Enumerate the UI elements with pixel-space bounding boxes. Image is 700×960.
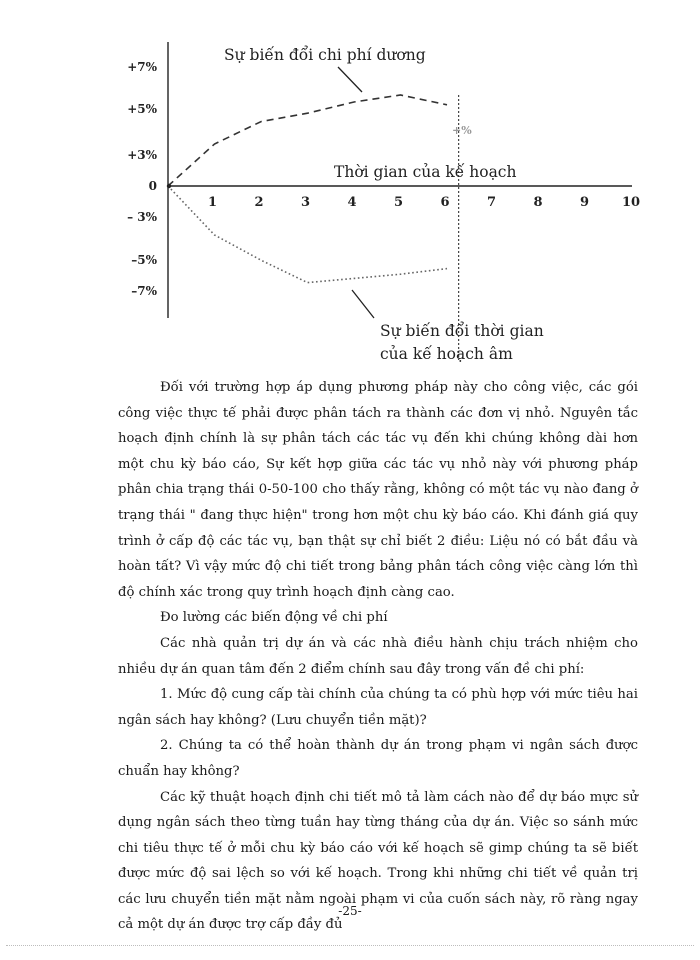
- page-number: -25-: [338, 904, 362, 918]
- bottom-divider: [6, 945, 694, 946]
- x-tick-label: 6: [440, 195, 450, 210]
- y-tick-label: – 3%: [127, 209, 157, 224]
- y-tick-label: –7%: [131, 284, 157, 298]
- annotation-negative-line1: Sự biến đổi thời gian: [380, 322, 544, 340]
- y-tick-label: +3%: [127, 148, 157, 163]
- x-tick-label: 1: [207, 195, 218, 210]
- section-heading: Đo lường các biến động về chi phí: [160, 610, 388, 626]
- x-tick-label: 10: [621, 195, 641, 210]
- document-body: [118, 375, 638, 938]
- x-axis-title: Thời gian của kế hoạch: [334, 163, 517, 181]
- annotation-positive: Sự biến đổi chi phí dương: [224, 46, 426, 64]
- x-tick-label: 8: [533, 195, 543, 210]
- question-1: 1. Mức độ cung cấp tài chính của chúng ta có phù hợp với mức tiêu hai ngân sách hay không? (Lưu chuyển tiền mặt)?: [118, 687, 638, 728]
- variance-chart: [0, 0, 700, 370]
- origin-point: [167, 184, 171, 188]
- x-tick-label: 2: [254, 195, 264, 210]
- x-tick-label: 5: [393, 195, 404, 210]
- y-tick-label: +5%: [127, 102, 157, 116]
- paragraph-1: Đối với trường hợp áp dụng phương pháp này cho công việc, các gói công việc thực tế phải được phân tách ra thành các đơn vị nhỏ. Nguyên tắc hoạch định chính là sự phân tách các tác vụ đến khi chúng không dài hơn một chu kỳ báo cáo, Sự kết hợp giữa các tác vụ nhỏ này với phương pháp phân chia trạng thái 0-50-100 cho thấy rằng, không có một tác vụ nào đang ở trạng thái " đang thực hiện" trong hơn một chu kỳ báo cáo. Khi đánh giá quy trình ở cấp độ các tác vụ, bạn thật sự chỉ biết 2 điều: Liệu nó có bắt đầu và hoàn tất? Vì vậy mức độ chi tiết trong bảng phân tách công việc càng lớn thì độ chính xác trong quy trình hoạch định càng cao.: [118, 380, 638, 600]
- paragraph-3: Các kỹ thuật hoạch định chi tiết mô tả làm cách nào để dự báo mực sử dụng ngân sách theo từng tuần hay từng tháng của dự án. Việc so sánh mức chi tiêu thực tế ở mỗi chu kỳ báo cáo với kế hoạch sẽ gimp chúng ta sẽ biết được mức độ sai lệch so với kế hoạch. Trong khi những chi tiết về quản trị các lưu chuyển tiền mặt nằm ngoài phạm vi của cuốn sách này, rõ ràng ngay cả một dự án được trợ cấp đầy đủ: [118, 789, 638, 933]
- x-tick-label: 7: [486, 195, 497, 210]
- y-tick-label: 0: [148, 179, 157, 193]
- x-tick-label: 3: [300, 195, 311, 210]
- annotation-negative-pointer: [352, 290, 374, 318]
- x-tick-label: 4: [347, 195, 357, 210]
- y-tick-label: –5%: [131, 253, 157, 268]
- annotation-positive-pointer: [338, 67, 362, 92]
- cutoff-mark: +%: [452, 124, 472, 137]
- annotation-negative-line2: của kế hoạch âm: [380, 345, 513, 363]
- question-2: 2. Chúng ta có thể hoàn thành dự án trong phạm vi ngân sách được chuẩn hay không?: [118, 738, 638, 779]
- x-tick-label: 9: [579, 195, 590, 210]
- paragraph-2: Các nhà quản trị dự án và các nhà điều hành chịu trách nhiệm cho nhiều dự án quan tâm đến 2 điểm chính sau đây trong vấn đề chi phí:: [118, 635, 638, 677]
- x-tick-labels: [208, 195, 640, 210]
- y-tick-label: +7%: [127, 60, 157, 74]
- y-tick-labels: [127, 60, 158, 298]
